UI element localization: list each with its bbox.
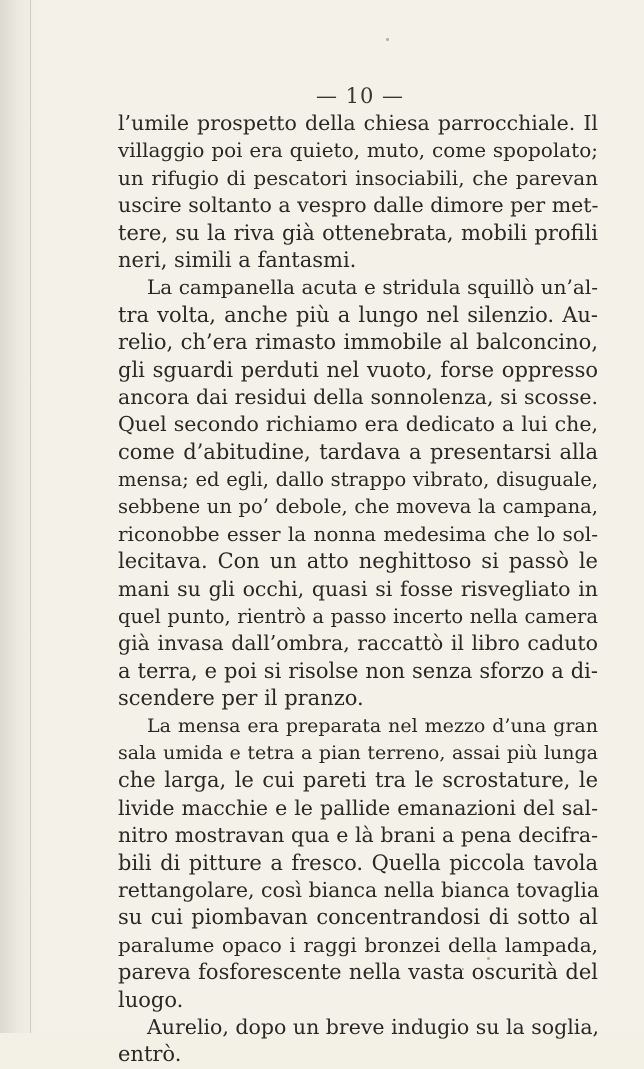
text-line: La mensa era preparata nel mezzo d’una gran (147, 714, 598, 737)
text-line: nitro mostravan qua e là brani a pena decifra- (118, 823, 598, 848)
text-line: mani su gli occhi, quasi si fosse risvegliato in (118, 576, 598, 601)
text-line: paralume opaco i raggi bronzei della lampada, (118, 932, 598, 957)
paper-speck (462, 968, 464, 970)
text-line: scendere per il pranzo. (118, 686, 364, 711)
text-line: sala umida e tetra a pian terreno, assai più lunga (118, 741, 598, 764)
text-line: lecitava. Con un atto neghittoso si passò le (118, 549, 598, 574)
paragraph (118, 110, 598, 274)
paper-speck (386, 38, 389, 41)
text-line: La campanella acuta e stridula squillò un’al- (147, 275, 598, 300)
binding-gutter (30, 0, 31, 1033)
text-line: livide macchie e le pallide emanazioni del sal- (118, 795, 598, 820)
text-line: entrò. (118, 1042, 182, 1067)
text-line: Quel secondo richiamo era dedicato a lui che, (118, 412, 598, 437)
text-line: che larga, le cui pareti tra le scrostature, le (118, 768, 598, 793)
text-line: mensa; ed egli, dallo strappo vibrato, disuguale, (118, 468, 598, 492)
text-line: villaggio poi era quieto, muto, come spopolato; (118, 138, 598, 163)
text-line: già invasa dall’ombra, raccattò il libro caduto (118, 631, 598, 656)
paper-speck (487, 957, 490, 960)
text-line: come d’abitudine, tardava a presentarsi alla (118, 439, 598, 464)
text-line: neri, simili a fantasmi. (118, 247, 357, 272)
text-line: uscire soltanto a vespro dalle dimore per met- (118, 193, 599, 218)
text-line: gli sguardi perduti nel vuoto, forse oppresso (118, 357, 598, 382)
text-line: un rifugio di pescatori insociabili, che parevan (118, 165, 598, 190)
page-number: — 10 — (315, 84, 405, 108)
text-line: luogo. (118, 987, 184, 1012)
text-line: tra volta, anche più a lungo nel silenzio. Au- (118, 302, 598, 327)
text-line: relio, ch’era rimasto immobile al balconcino, (118, 330, 598, 355)
text-line: sebbene un po’ debole, che moveva la campana, (118, 495, 598, 519)
text-line: bili di pitture a fresco. Quella piccola tavola (118, 850, 598, 875)
text-line: a terra, e poi si risolse non senza sforzo a di- (118, 658, 598, 683)
text-line: ancora dai residui della sonnolenza, si scosse. (118, 384, 598, 409)
body-text (118, 110, 598, 1069)
text-line: quel punto, rientrò a passo incerto nella camera (118, 605, 598, 629)
text-line: su cui piombavan concentrandosi di sotto al (118, 905, 598, 930)
text-line: l’umile prospetto della chiesa parrocchiale. Il (118, 111, 598, 135)
text-line: pareva fosforescente nella vasta oscurità del (118, 960, 598, 985)
paragraph (118, 274, 598, 712)
paragraph (118, 1014, 598, 1069)
text-line: rettangolare, così bianca nella bianca tovaglia (118, 877, 600, 902)
text-line: riconobbe esser la nonna medesima che lo sol- (118, 521, 598, 546)
text-line: Aurelio, dopo un breve indugio su la soglia, (147, 1014, 600, 1039)
paragraph (118, 713, 598, 1014)
text-line: tere, su la riva già ottenebrata, mobili profili (118, 220, 598, 245)
